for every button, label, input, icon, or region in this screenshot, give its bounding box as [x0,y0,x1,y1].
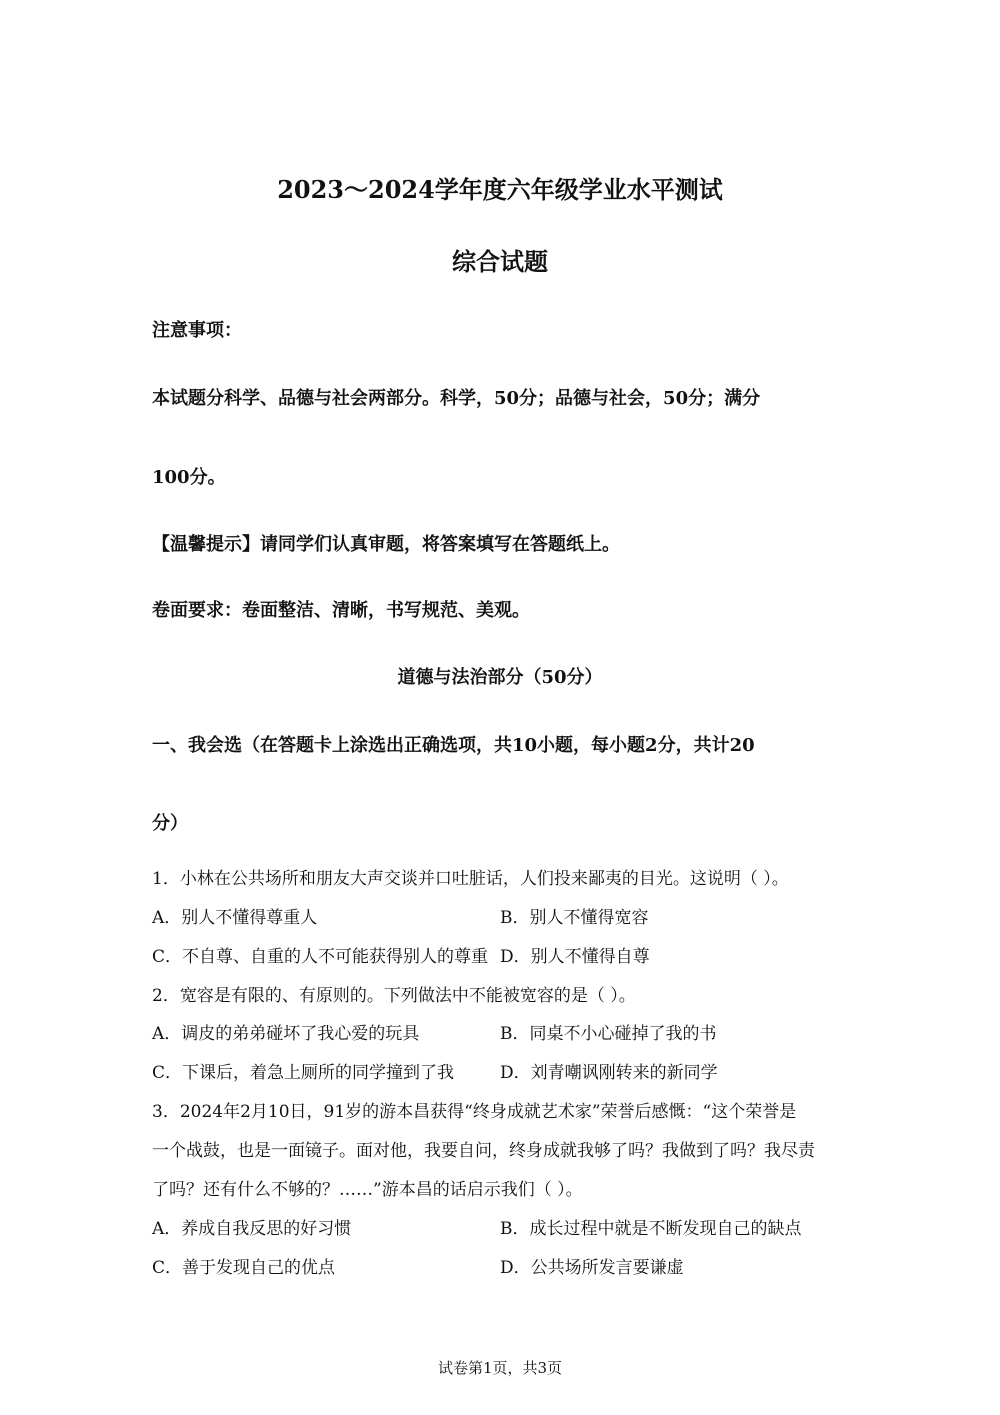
question-stem: 2．宽容是有限的、有原则的。下列做法中不能被宽容的是（ ）。 [152,986,636,1006]
option-c: C．下课后，着急上厕所的同学撞到了我 [152,1063,455,1083]
option-a: A．养成自我反思的好习惯 [152,1219,352,1239]
notice-requirement: 卷面要求：卷面整洁、清晰，书写规范、美观。 [152,600,530,621]
option-a: A．别人不懂得尊重人 [152,908,318,928]
question-stem-line: 了吗？还有什么不够的？……”游本昌的话启示我们（ ）。 [152,1180,583,1200]
option-a: A．调皮的弟弟碰坏了我心爱的玩具 [152,1024,420,1044]
page-title: 2023～2024学年度六年级学业水平测试 [277,175,723,204]
question-stem: 1．小林在公共场所和朋友大声交谈并口吐脏话，人们投来鄙夷的目光。这说明（ ）。 [152,869,789,889]
page-footer: 试卷第1页，共3页 [437,1359,563,1377]
option-b: B．别人不懂得宽容 [500,908,649,928]
part-heading: 一、我会选（在答题卡上涂选出正确选项，共10小题，每小题2分，共计20 [152,735,755,756]
notice-line-continued: 100分。 [152,467,226,488]
question-stem-line: 一个战鼓，也是一面镜子。面对他，我要自问，终身成就我够了吗？我做到了吗？我尽责 [152,1141,815,1161]
notice-tip: 【温馨提示】请同学们认真审题，将答案填写在答题纸上。 [152,534,620,555]
option-c: C．不自尊、自重的人不可能获得别人的尊重 [152,947,489,967]
option-d: D．别人不懂得自尊 [500,947,650,967]
option-d: D．公共场所发言要谦虚 [500,1258,684,1278]
part-heading-continued: 分） [152,813,188,834]
option-b: B．同桌不小心碰掉了我的书 [500,1024,717,1044]
page-subtitle: 综合试题 [452,247,548,276]
option-d: D．刘青嘲讽刚转来的新同学 [500,1063,718,1083]
notice-heading: 注意事项： [152,320,242,341]
option-b: B．成长过程中就是不断发现自己的缺点 [500,1219,802,1239]
question-stem-line: 3．2024年2月10日，91岁的游本昌获得“终身成就艺术家”荣誉后感慨：“这个荣誉是 [152,1102,797,1122]
section-title: 道德与法治部分（50分） [397,667,603,688]
notice-line: 本试题分科学、品德与社会两部分。科学，50分；品德与社会，50分；满分 [152,388,761,409]
option-c: C．善于发现自己的优点 [152,1258,336,1278]
